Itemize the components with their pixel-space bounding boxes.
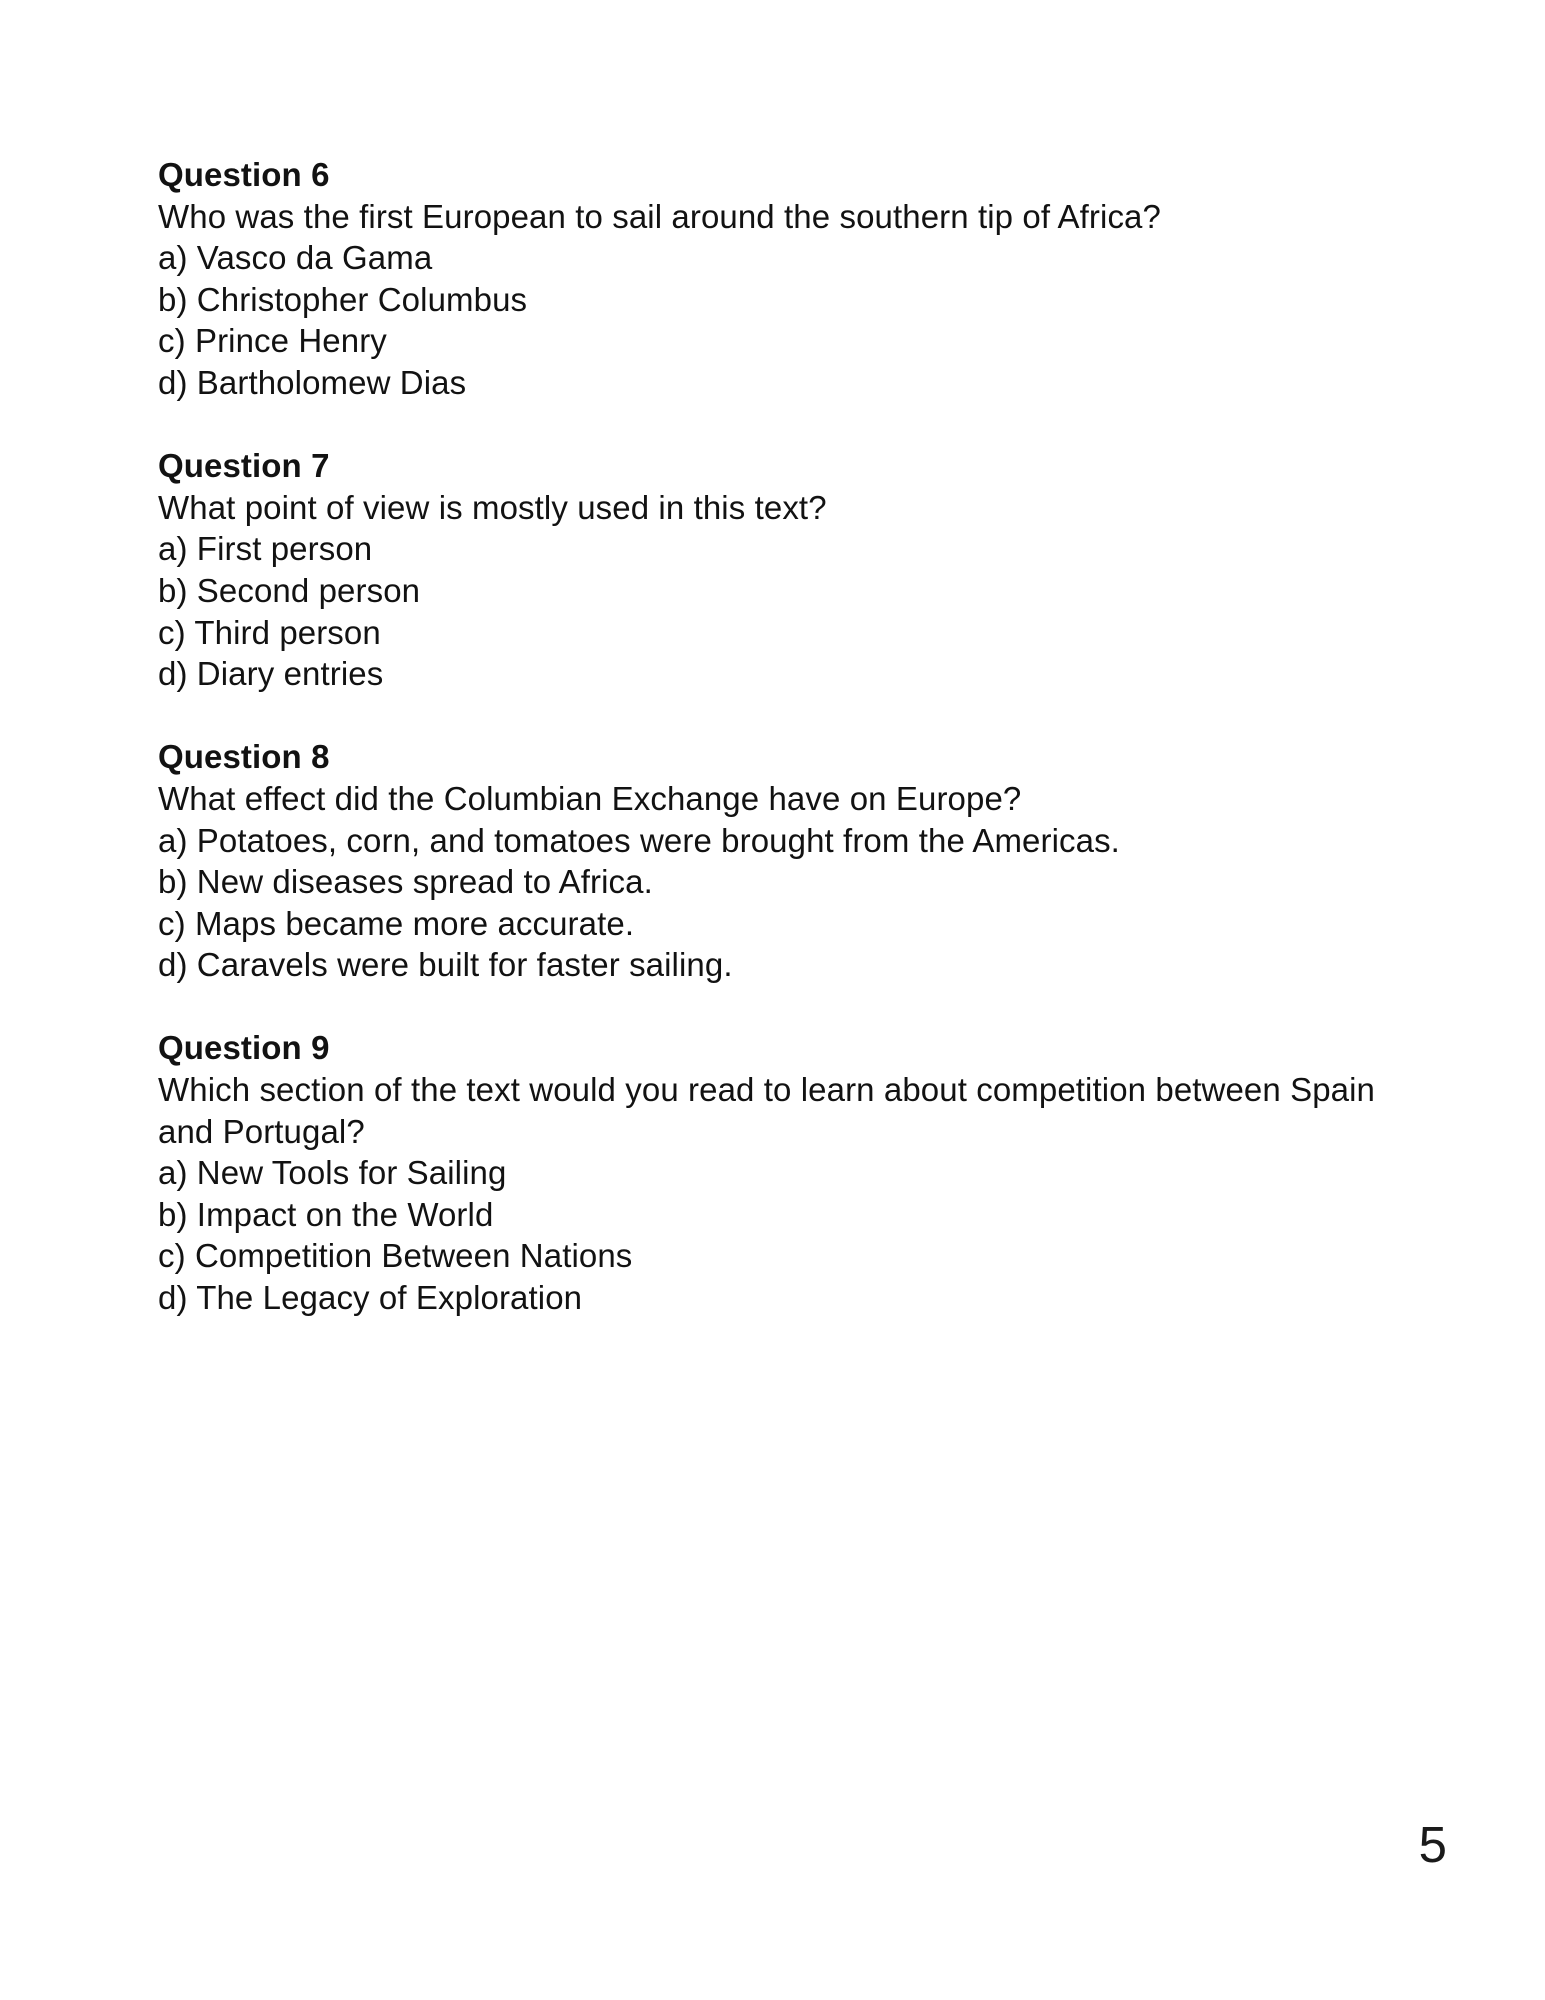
question-text: What effect did the Columbian Exchange have on Europe? (158, 779, 1022, 817)
answer-option-a: a) Potatoes, corn, and tomatoes were brought from the Americas. (158, 821, 1120, 859)
answer-option-d: d) Caravels were built for faster sailing. (158, 946, 733, 984)
question-heading: Question 8 (158, 738, 330, 776)
answer-option-d: d) Diary entries (158, 655, 384, 693)
question-heading: Question 6 (158, 156, 330, 193)
answer-option-b: b) New diseases spread to Africa. (158, 863, 653, 901)
answer-option-a: a) First person (158, 530, 373, 568)
question-block-8 (158, 736, 1428, 986)
answer-option-b: b) Christopher Columbus (158, 280, 528, 318)
answer-option-b: b) Second person (158, 571, 421, 609)
answer-option-d: d) The Legacy of Exploration (158, 1279, 583, 1317)
answer-option-c: c) Prince Henry (158, 322, 387, 360)
question-block-9 (158, 1027, 1428, 1318)
question-heading: Question 9 (158, 1029, 330, 1067)
answer-option-b: b) Impact on the World (158, 1195, 494, 1233)
question-block-6 (158, 154, 1428, 404)
question-block-7 (158, 445, 1428, 695)
page-number: 5 (1418, 1816, 1447, 1873)
answer-option-a: a) Vasco da Gama (158, 239, 433, 277)
questions-content (158, 154, 1428, 1319)
question-text: Who was the first European to sail around the southern tip of Africa? (158, 197, 1161, 235)
question-heading: Question 7 (158, 447, 330, 485)
answer-option-c: c) Third person (158, 613, 381, 651)
answer-option-a: a) New Tools for Sailing (158, 1154, 507, 1192)
question-text: What point of view is mostly used in this text? (158, 488, 827, 526)
answer-option-c: c) Competition Between Nations (158, 1237, 633, 1275)
answer-option-d: d) Bartholomew Dias (158, 363, 467, 401)
question-text: Which section of the text would you read to learn about competition between Spain and Portugal? (158, 1071, 1375, 1150)
answer-option-c: c) Maps became more accurate. (158, 904, 635, 942)
